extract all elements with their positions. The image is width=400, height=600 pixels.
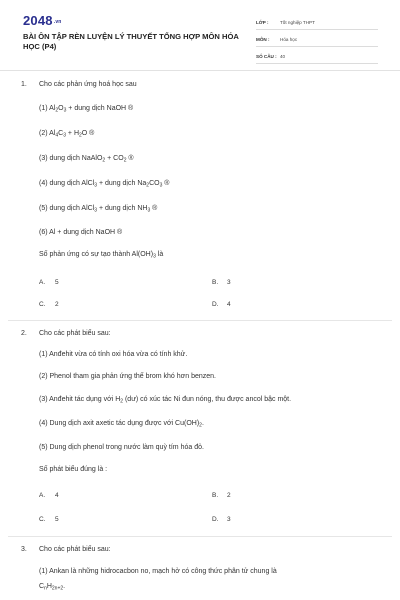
reaction-5: (5) dung dịch AlCl$_3$ + dung dịch $NH_3$ ® xyxy=(39,205,158,214)
reaction-3: (3) dung dịch NaAlO$_2$ + $CO_2$ ® xyxy=(39,155,134,164)
option-d-value[interactable]: 4 xyxy=(227,301,231,308)
question-separator xyxy=(8,536,392,537)
option-a-letter[interactable]: A. xyxy=(39,492,46,499)
option-c-letter[interactable]: C. xyxy=(39,301,46,308)
option-c-value[interactable]: 2 xyxy=(55,301,59,308)
document-title xyxy=(23,32,243,52)
title-line-1: BÀI ÔN TẬP RÈN LUYỆN LÝ THUYẾT TỔNG HỢP MÔN HÓA xyxy=(23,32,239,41)
question-prompt: Cho các phát biểu sau: xyxy=(39,546,111,553)
statement-2: (2) Phenol tham gia phản ứng thế brom khó hơn benzen. xyxy=(39,373,216,380)
reaction-4: (4) dung dịch AlCl$_3$ + dung dịch $Na_2CO_3$ ® xyxy=(39,180,170,189)
meta-class: LỚP : Tốt nghiệp THPT xyxy=(256,16,378,30)
option-a-letter[interactable]: A. xyxy=(39,279,46,286)
statement-1: (1) Ankan là những hidrocacbon no, mạch hở có công thức phân tử chung là xyxy=(39,568,277,575)
option-d-letter[interactable]: D. xyxy=(212,301,219,308)
site-logo[interactable] xyxy=(23,13,62,28)
option-b-letter[interactable]: B. xyxy=(212,492,219,499)
question-separator xyxy=(8,320,392,321)
option-d-letter[interactable]: D. xyxy=(212,516,219,523)
question-prompt: Cho các phản ứng hoá học sau xyxy=(39,81,137,88)
question-ask: Số phát biểu đúng là : xyxy=(39,466,108,473)
question-number: 2. xyxy=(21,330,27,337)
option-c-value[interactable]: 5 xyxy=(55,516,59,523)
statement-4: (4) Dung dịch axit axetic tác dụng được với $Cu(OH)_2$. xyxy=(39,420,204,429)
option-b-value[interactable]: 3 xyxy=(227,279,231,286)
statement-1-formula: $C_nH_{2n+2}$. xyxy=(39,583,66,592)
meta-count: SỐ CÂU : 40 xyxy=(256,50,378,64)
logo-text: 2048 xyxy=(23,13,53,28)
option-d-value[interactable]: 3 xyxy=(227,516,231,523)
question-ask: Số phản ứng có sự tạo thành $Al(OH)_3$ là xyxy=(39,251,164,260)
header-divider xyxy=(0,70,400,71)
document-meta xyxy=(256,16,378,67)
option-c-letter[interactable]: C. xyxy=(39,516,46,523)
statement-3: (3) Anđehit tác dụng với $H_2$ (dư) có xúc tác Ni đun nóng, thu được ancol bậc một. xyxy=(39,396,292,405)
title-line-2: HỌC (P4) xyxy=(23,42,57,51)
question-number: 1. xyxy=(21,81,27,88)
reaction-1: (1) $Al_2O_3$ + dung dịch NaOH ® xyxy=(39,105,134,114)
question-prompt: Cho các phát biểu sau: xyxy=(39,330,111,337)
logo-suffix: .vn xyxy=(53,19,62,25)
option-a-value[interactable]: 4 xyxy=(55,492,59,499)
option-a-value[interactable]: 5 xyxy=(55,279,59,286)
reaction-6: (6) Al + dung dịch NaOH ® xyxy=(39,229,123,236)
reaction-2: (2) $Al_4C_3 + H_2O$ ® xyxy=(39,130,95,139)
document-header xyxy=(0,0,400,72)
option-b-letter[interactable]: B. xyxy=(212,279,219,286)
option-b-value[interactable]: 2 xyxy=(227,492,231,499)
statement-5: (5) Dung dịch phenol trong nước làm quỳ tím hóa đỏ. xyxy=(39,444,204,451)
meta-subject: MÔN : Hóa học xyxy=(256,33,378,47)
statement-1: (1) Anđehit vừa có tính oxi hóa vừa có tính khử. xyxy=(39,351,188,358)
question-number: 3. xyxy=(21,546,27,553)
